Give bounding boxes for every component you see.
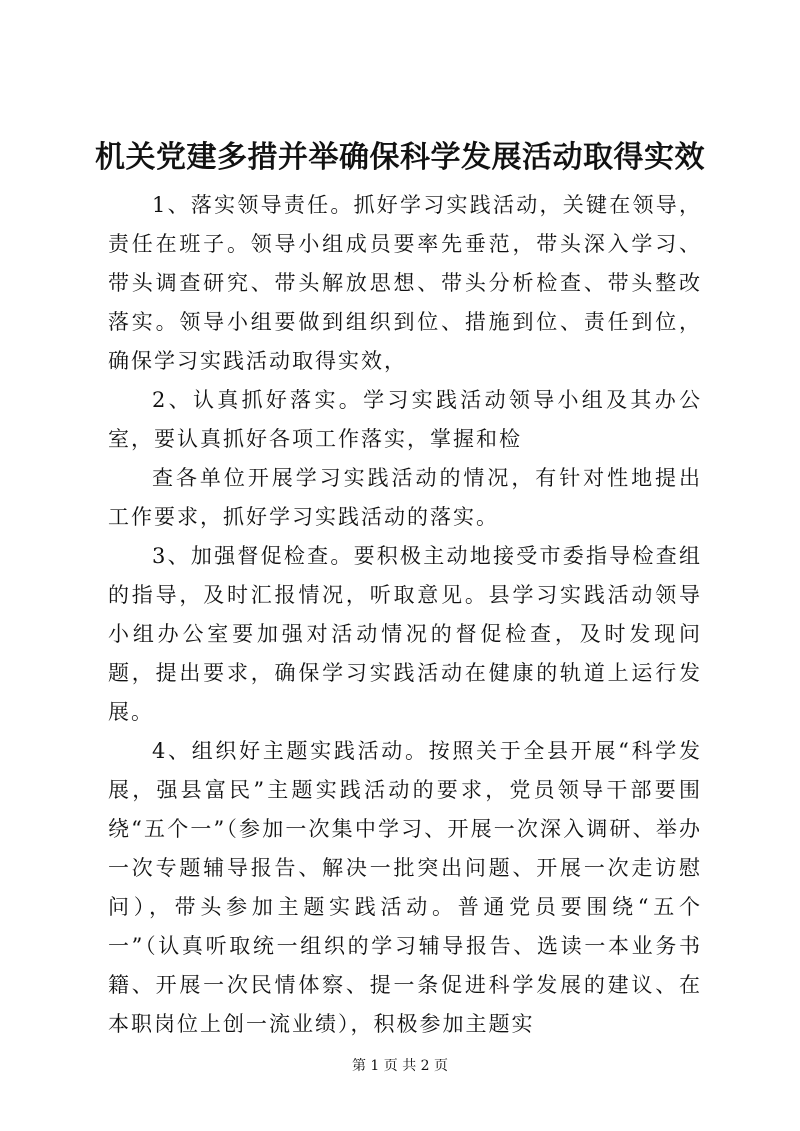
paragraph-3: 查各单位开展学习实践活动的情况，有针对性地提出工作要求，抓好学习实践活动的落实。 [108, 466, 702, 529]
paragraph-2: 2、认真抓好落实。学习实践活动领导小组及其办公室，要认真抓好各项工作落实，掌握和检 [108, 388, 702, 451]
document-body [108, 186, 702, 1044]
page-footer: 第 1 页 共 2 页 [351, 1058, 449, 1074]
paragraph-4: 3、加强督促检查。要积极主动地接受市委指导检查组的指导，及时汇报情况，听取意见。县学习实践活动领导小组办公室要加强对活动情况的督促检查，及时发现问题，提出要求，确保学习实践活动在健康的轨道上运行发展。 [108, 544, 702, 724]
document-title: 机关党建多措并举确保科学发展活动取得实效 [95, 140, 705, 175]
paragraph-1: 1、落实领导责任。抓好学习实践活动，关键在领导，责任在班子。领导小组成员要率先垂范，带头深入学习、带头调查研究、带头解放思想、带头分析检查、带头整改落实。领导小组要做到组织到位、措施到位、责任到位，确保学习实践活动取得实效， [108, 193, 702, 373]
paragraph-5: 4、组织好主题实践活动。按照关于全县开展“科学发展，强县富民”主题实践活动的要求，党员领导干部要围绕“五个一”（参加一次集中学习、开展一次深入调研、举办一次专题辅导报告、解决一批突出问题、开展一次走访慰问），带头参加主题实践活动。普通党员要围绕“五个一”（认真听取统一组织的学习辅导报告、选读一本业务书籍、开展一次民情体察、提一条促进科学发展的建议、在本职岗位上创一流业绩），积极参加主题实 [108, 739, 702, 1036]
